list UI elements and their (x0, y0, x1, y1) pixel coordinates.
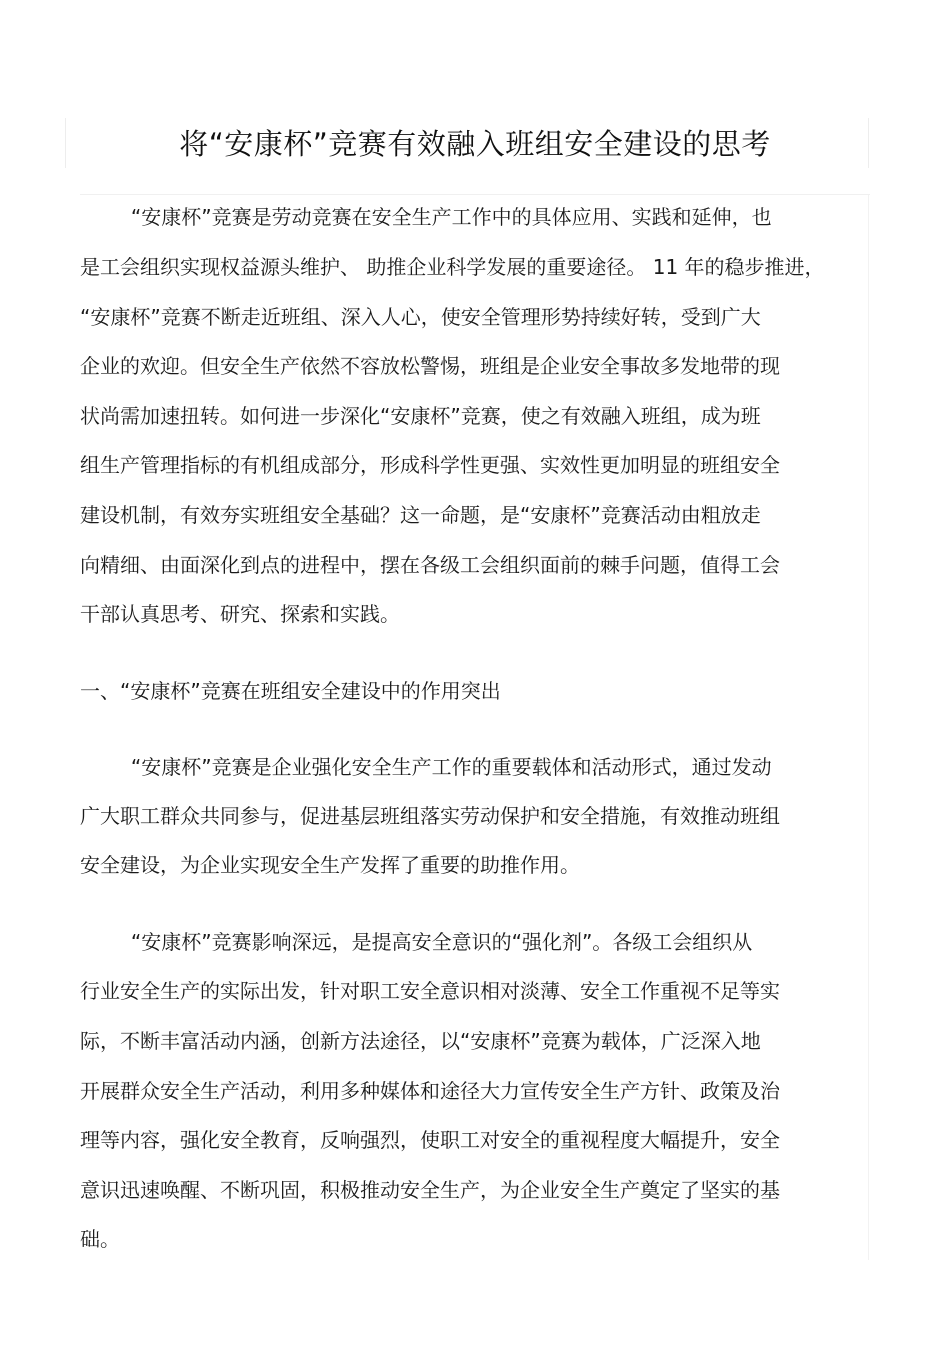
paragraph-line: “安康杯”竞赛是企业强化安全生产工作的重要载体和活动形式，通过发动 (80, 755, 772, 779)
document-title: 将“安康杯”竞赛有效融入班组安全建设的思考 (179, 127, 771, 161)
paragraph-line: 意识迅速唤醒、不断巩固，积极推动安全生产，为企业安全生产奠定了坚实的基 (80, 1178, 780, 1202)
page-border-left (65, 118, 66, 168)
paragraph-line: 际，不断丰富活动内涵，创新方法途径，以“安康杯”竞赛为载体，广泛深入地 (80, 1029, 761, 1053)
section-heading: 一、“安康杯”竞赛在班组安全建设中的作用突出 (80, 679, 501, 703)
intro-line: 企业的欢迎。但安全生产依然不容放松警惕，班组是企业安全事故多发地带的现 (80, 354, 780, 378)
intro-line: “安康杯”竞赛是劳动竞赛在安全生产工作中的具体应用、实践和延伸，也 (80, 205, 772, 229)
paragraph-line: 础。 (80, 1227, 120, 1251)
page-border-right (868, 195, 869, 1260)
paragraph-line: 广大职工群众共同参与，促进基层班组落实劳动保护和安全措施，有效推动班组 (80, 804, 780, 828)
intro-line: 状尚需加速扭转。如何进一步深化“安康杯”竞赛，使之有效融入班组，成为班 (80, 404, 761, 428)
intro-line: 建设机制，有效夯实班组安全基础？这一命题，是“安康杯”竞赛活动由粗放走 (80, 503, 761, 527)
paragraph-line: 开展群众安全生产活动，利用多种媒体和途径大力宣传安全生产方针、政策及治 (80, 1079, 780, 1103)
paragraph-line: 行业安全生产的实际出发，针对职工安全意识相对淡薄、安全工作重视不足等实 (80, 979, 780, 1003)
intro-line: 组生产管理指标的有机组成部分，形成科学性更强、实效性更加明显的班组安全 (80, 453, 780, 477)
paragraph-line: 理等内容，强化安全教育，反响强烈，使职工对安全的重视程度大幅提升，安全 (80, 1128, 780, 1152)
intro-line: 向精细、由面深化到点的进程中，摆在各级工会组织面前的棘手问题，值得工会 (80, 553, 780, 577)
paragraph-line: 安全建设，为企业实现安全生产发挥了重要的助推作用。 (80, 853, 580, 877)
intro-line: “安康杯”竞赛不断走近班组、深入人心，使安全管理形势持续好转，受到广大 (80, 305, 761, 329)
intro-line: 是工会组织实现权益源头维护、 助推企业科学发展的重要途径。 11 年的稳步推进， (80, 255, 825, 279)
paragraph-line: “安康杯”竞赛影响深远，是提高安全意识的“强化剂”。各级工会组织从 (80, 930, 753, 954)
title-divider (80, 194, 870, 195)
intro-line: 干部认真思考、研究、探索和实践。 (80, 602, 400, 626)
